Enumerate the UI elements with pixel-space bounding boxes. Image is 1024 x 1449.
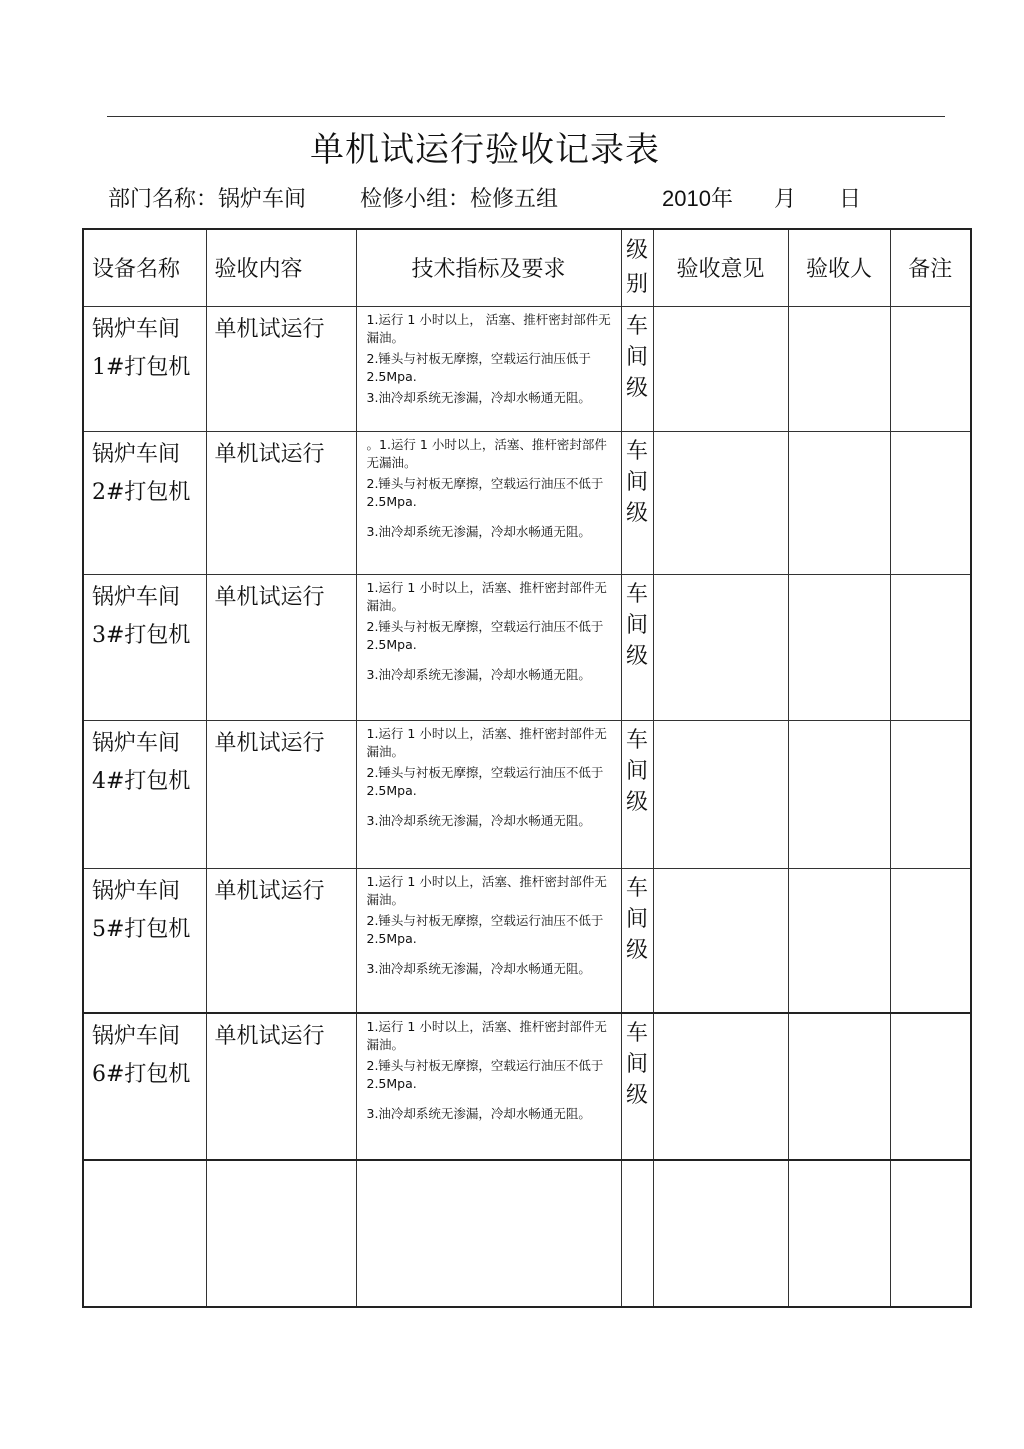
grade-char-3: 级 bbox=[625, 789, 648, 815]
spec-item-1: 1.运行 1 小时以上，活塞、推杆密封部件无漏油。 bbox=[366, 1019, 607, 1052]
device-line2: 1#打包机 bbox=[92, 354, 191, 380]
department-label: 部门名称： bbox=[108, 187, 219, 212]
device-cell bbox=[83, 431, 206, 574]
spec-cell bbox=[356, 868, 621, 1013]
grade-char-1: 车 bbox=[625, 875, 648, 901]
spec-item-1: 。1.运行 1 小时以上，活塞、推杆密封部件无漏油。 bbox=[366, 436, 607, 470]
grade-char-1: 车 bbox=[625, 727, 648, 753]
spec-cell bbox=[356, 306, 621, 431]
grade-char-3: 级 bbox=[625, 1083, 648, 1108]
header-grade bbox=[621, 229, 653, 306]
spec-item-2: 2.锤头与衬板无摩擦，空载运行油压低于 2.5Mpa. bbox=[366, 350, 591, 384]
spec-item-1: 1.运行 1 小时以上，活塞、推杆密封部件无漏油。 bbox=[366, 579, 607, 613]
grade-char-3: 级 bbox=[625, 643, 648, 669]
inspector-cell[interactable] bbox=[788, 574, 890, 720]
table-row bbox=[83, 431, 971, 574]
header-content: 验收内容 bbox=[206, 229, 356, 306]
spec-item-3: 3.油冷却系统无渗漏，冷却水畅通无阻。 bbox=[366, 1106, 591, 1121]
device-line1: 锅炉车间 bbox=[92, 584, 181, 610]
grade-char-2: 间 bbox=[625, 469, 648, 495]
team-label: 检修小组： bbox=[360, 187, 471, 212]
grade-char-2: 间 bbox=[625, 344, 648, 370]
grade-cell bbox=[621, 306, 653, 431]
inspector-cell[interactable] bbox=[788, 868, 890, 1013]
device-line1: 锅炉车间 bbox=[92, 878, 181, 904]
device-line1: 锅炉车间 bbox=[92, 441, 181, 467]
grade-char-2: 间 bbox=[625, 906, 648, 932]
opinion-cell[interactable] bbox=[653, 574, 788, 720]
spec-item-1: 1.运行 1 小时以上，活塞、推杆密封部件无漏油。 bbox=[366, 873, 607, 907]
opinion-cell[interactable] bbox=[653, 1013, 788, 1160]
content-cell: 单机试运行 bbox=[206, 431, 356, 574]
table-row bbox=[83, 1013, 971, 1160]
spec-item-1: 1.运行 1 小时以上， 活塞、推杆密封部件无漏油。 bbox=[366, 311, 611, 345]
device-line2: 6#打包机 bbox=[92, 1062, 191, 1087]
content-cell: 单机试运行 bbox=[206, 720, 356, 868]
spec-item-1: 1.运行 1 小时以上，活塞、推杆密封部件无漏油。 bbox=[366, 725, 607, 759]
grade-char-1: 车 bbox=[625, 1021, 648, 1046]
grade-char-3: 级 bbox=[625, 937, 648, 963]
grade-char-2: 间 bbox=[625, 612, 648, 638]
spec-item-2: 2.锤头与衬板无摩擦，空载运行油压不低于 2.5Mpa. bbox=[366, 475, 604, 509]
remark-cell[interactable] bbox=[890, 431, 971, 574]
device-cell bbox=[83, 306, 206, 431]
remark-cell[interactable] bbox=[890, 720, 971, 868]
spec-item-3: 3.油冷却系统无渗漏，冷却水畅通无阻。 bbox=[366, 389, 591, 405]
opinion-cell[interactable] bbox=[653, 720, 788, 868]
date-day-unit: 日 bbox=[838, 187, 861, 212]
remark-cell[interactable] bbox=[890, 306, 971, 431]
team-field bbox=[360, 182, 558, 213]
empty-cell[interactable] bbox=[621, 1160, 653, 1307]
device-line2: 2#打包机 bbox=[92, 479, 191, 505]
date-year: 2010 bbox=[662, 186, 711, 211]
spec-item-2: 2.锤头与衬板无摩擦，空载运行油压不低于 2.5Mpa. bbox=[366, 912, 604, 946]
date-month-unit: 月 bbox=[773, 187, 796, 212]
inspector-cell[interactable] bbox=[788, 1013, 890, 1160]
spec-item-3: 3.油冷却系统无渗漏，冷却水畅通无阻。 bbox=[366, 523, 591, 539]
grade-char-3: 级 bbox=[625, 500, 648, 526]
spec-item-3: 3.油冷却系统无渗漏，冷却水畅通无阻。 bbox=[366, 960, 591, 976]
acceptance-record-table bbox=[82, 228, 972, 1308]
grade-char-1: 车 bbox=[625, 438, 648, 464]
remark-cell[interactable] bbox=[890, 1013, 971, 1160]
spec-item-3: 3.油冷却系统无渗漏，冷却水畅通无阻。 bbox=[366, 812, 591, 828]
device-cell bbox=[83, 1013, 206, 1160]
empty-cell[interactable] bbox=[206, 1160, 356, 1307]
spec-item-2: 2.锤头与衬板无摩擦，空载运行油压不低于 2.5Mpa. bbox=[366, 1058, 604, 1091]
header-grade-char-2: 别 bbox=[625, 271, 648, 297]
device-cell bbox=[83, 868, 206, 1013]
device-line2: 5#打包机 bbox=[92, 916, 191, 942]
spec-item-2: 2.锤头与衬板无摩擦，空载运行油压不低于 2.5Mpa. bbox=[366, 764, 604, 798]
remark-cell[interactable] bbox=[890, 868, 971, 1013]
department-field bbox=[108, 182, 306, 213]
grade-char-3: 级 bbox=[625, 375, 648, 401]
grade-char-2: 间 bbox=[625, 1052, 648, 1077]
spec-cell bbox=[356, 574, 621, 720]
header-remark: 备注 bbox=[890, 229, 971, 306]
grade-cell bbox=[621, 1013, 653, 1160]
header-device: 设备名称 bbox=[83, 229, 206, 306]
grade-cell bbox=[621, 574, 653, 720]
header-opinion: 验收意见 bbox=[653, 229, 788, 306]
spec-item-2: 2.锤头与衬板无摩擦，空载运行油压不低于 2.5Mpa. bbox=[366, 618, 604, 652]
content-cell: 单机试运行 bbox=[206, 306, 356, 431]
inspector-cell[interactable] bbox=[788, 431, 890, 574]
content-cell: 单机试运行 bbox=[206, 574, 356, 720]
spec-item-3: 3.油冷却系统无渗漏，冷却水畅通无阻。 bbox=[366, 666, 591, 682]
empty-table-row bbox=[83, 1160, 971, 1307]
remark-cell[interactable] bbox=[890, 574, 971, 720]
spec-cell bbox=[356, 431, 621, 574]
page-title: 单机试运行验收记录表 bbox=[310, 130, 660, 170]
empty-cell[interactable] bbox=[356, 1160, 621, 1307]
date-field bbox=[662, 182, 861, 213]
empty-cell[interactable] bbox=[890, 1160, 971, 1307]
header-rule bbox=[107, 116, 945, 117]
empty-cell[interactable] bbox=[788, 1160, 890, 1307]
spec-cell bbox=[356, 1013, 621, 1160]
device-line2: 4#打包机 bbox=[92, 768, 191, 794]
header-grade-char-1: 级 bbox=[625, 237, 648, 263]
header-inspector: 验收人 bbox=[788, 229, 890, 306]
empty-cell[interactable] bbox=[83, 1160, 206, 1307]
opinion-cell[interactable] bbox=[653, 868, 788, 1013]
device-cell bbox=[83, 720, 206, 868]
team-value: 检修五组 bbox=[470, 187, 559, 212]
header-spec: 技术指标及要求 bbox=[356, 229, 621, 306]
device-line1: 锅炉车间 bbox=[92, 316, 181, 342]
table-row bbox=[83, 306, 971, 431]
grade-char-1: 车 bbox=[625, 313, 648, 339]
department-value: 锅炉车间 bbox=[218, 187, 307, 212]
device-line1: 锅炉车间 bbox=[92, 730, 181, 756]
table-row bbox=[83, 720, 971, 868]
grade-cell bbox=[621, 431, 653, 574]
date-year-unit: 年 bbox=[710, 187, 733, 212]
grade-cell bbox=[621, 868, 653, 1013]
grade-char-2: 间 bbox=[625, 758, 648, 784]
grade-char-1: 车 bbox=[625, 581, 648, 607]
content-cell: 单机试运行 bbox=[206, 868, 356, 1013]
table-row bbox=[83, 868, 971, 1013]
content-cell: 单机试运行 bbox=[206, 1013, 356, 1160]
device-line2: 3#打包机 bbox=[92, 622, 191, 648]
grade-cell bbox=[621, 720, 653, 868]
inspector-cell[interactable] bbox=[788, 306, 890, 431]
device-cell bbox=[83, 574, 206, 720]
empty-cell[interactable] bbox=[653, 1160, 788, 1307]
opinion-cell[interactable] bbox=[653, 306, 788, 431]
inspector-cell[interactable] bbox=[788, 720, 890, 868]
opinion-cell[interactable] bbox=[653, 431, 788, 574]
device-line1: 锅炉车间 bbox=[92, 1024, 181, 1049]
table-row bbox=[83, 574, 971, 720]
table-header-row bbox=[83, 229, 971, 306]
spec-cell bbox=[356, 720, 621, 868]
